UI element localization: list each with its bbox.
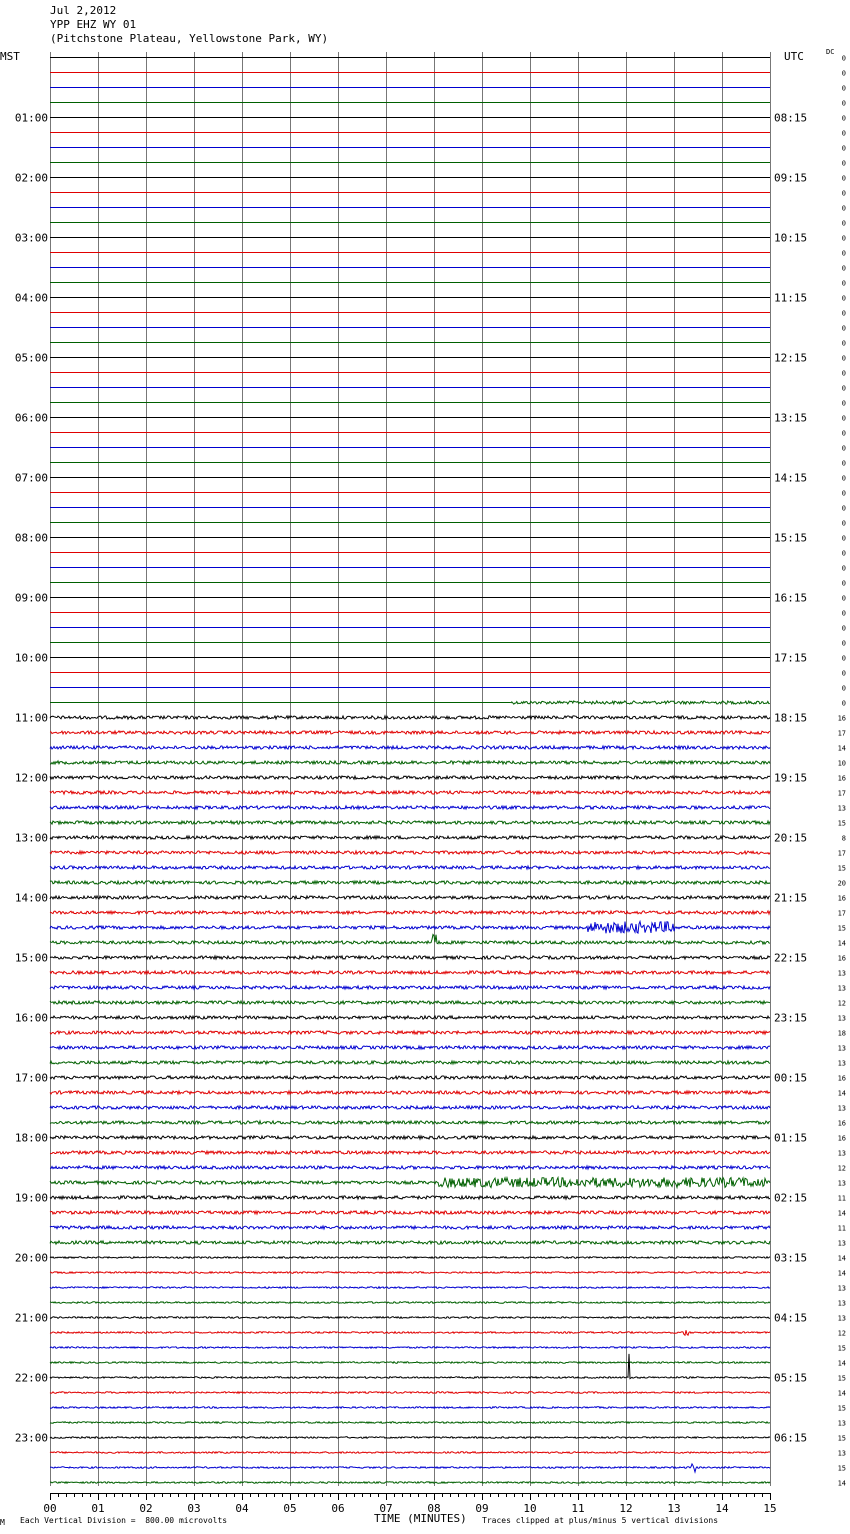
- trace-amplitude-label: 14: [837, 1359, 846, 1368]
- trace-amplitude-label: 16: [837, 894, 846, 903]
- trace-amplitude-label: 15: [837, 924, 846, 933]
- seismogram-trace: [50, 1151, 770, 1154]
- left-hour-label: 01:00: [14, 111, 48, 125]
- trace-amplitude-label: 13: [837, 804, 846, 813]
- seismogram-trace: [50, 851, 770, 854]
- right-hour-label: 03:15: [774, 1251, 808, 1265]
- seismogram-trace: [50, 1046, 770, 1049]
- trace-amplitude-label: 15: [837, 1404, 846, 1413]
- x-axis-title: TIME (MINUTES): [374, 1512, 467, 1525]
- seismogram-trace: [50, 866, 770, 869]
- seismogram-trace: [50, 1196, 770, 1199]
- trace-amplitude-label: 0: [841, 174, 846, 183]
- seismogram-trace: [50, 806, 770, 809]
- trace-amplitude-label: 14: [837, 1254, 846, 1263]
- left-hour-label: 17:00: [14, 1071, 48, 1085]
- trace-amplitude-label: 0: [841, 534, 846, 543]
- trace-amplitude-label: 0: [841, 279, 846, 288]
- left-hour-label: 21:00: [14, 1311, 48, 1325]
- footer-mark: M: [0, 1518, 5, 1527]
- trace-amplitude-label: 0: [841, 669, 846, 678]
- right-hour-label: 08:15: [774, 111, 808, 125]
- trace-amplitude-label: 0: [841, 234, 846, 243]
- seismogram-trace: [50, 956, 770, 959]
- seismogram-trace: [50, 1016, 770, 1019]
- left-hour-label: 09:00: [14, 591, 48, 605]
- trace-amplitude-label: 13: [837, 1149, 846, 1158]
- trace-amplitude-label: 15: [837, 864, 846, 873]
- trace-amplitude-label: 13: [837, 1299, 846, 1308]
- trace-amplitude-label: 16: [837, 954, 846, 963]
- trace-amplitude-label: 0: [841, 294, 846, 303]
- trace-amplitude-label: 0: [841, 84, 846, 93]
- trace-amplitude-label: 13: [837, 1059, 846, 1068]
- trace-amplitude-label: 14: [837, 1089, 846, 1098]
- right-hour-label: 23:15: [774, 1011, 808, 1025]
- seismogram-trace: [50, 896, 770, 899]
- trace-amplitude-label: 13: [837, 1104, 846, 1113]
- left-hour-label: 19:00: [14, 1191, 48, 1205]
- x-tick-label: 00: [43, 1502, 57, 1515]
- trace-amplitude-label: 0: [841, 429, 846, 438]
- trace-amplitude-label: 0: [841, 444, 846, 453]
- trace-amplitude-label: 17: [837, 849, 846, 858]
- x-tick-label: 03: [187, 1502, 201, 1515]
- trace-amplitude-label: 13: [837, 1419, 846, 1428]
- trace-amplitude-label: 0: [841, 204, 846, 213]
- right-hour-label: 16:15: [774, 591, 808, 605]
- trace-amplitude-label: 16: [837, 1119, 846, 1128]
- seismogram-trace: [50, 761, 770, 764]
- x-tick-label: 02: [139, 1502, 153, 1515]
- trace-amplitude-label: 0: [841, 324, 846, 333]
- seismogram-trace: [50, 1330, 770, 1335]
- right-hour-label: 14:15: [774, 471, 808, 485]
- left-hour-label: 16:00: [14, 1011, 48, 1025]
- seismogram-trace: [50, 836, 770, 839]
- record-date: Jul 2,2012: [50, 4, 117, 17]
- left-timezone-label: MST: [0, 50, 20, 63]
- trace-amplitude-label: 0: [841, 129, 846, 138]
- left-hour-label: 06:00: [14, 411, 48, 425]
- seismogram-trace: [50, 1211, 770, 1214]
- trace-amplitude-label: 0: [841, 219, 846, 228]
- seismogram-trace: [50, 1422, 770, 1424]
- right-hour-label: 02:15: [774, 1191, 808, 1205]
- trace-amplitude-label: 12: [837, 1329, 846, 1338]
- trace-amplitude-label: 0: [841, 69, 846, 78]
- trace-amplitude-label: 0: [841, 504, 846, 513]
- trace-amplitude-label: 10: [837, 759, 846, 768]
- x-tick-label: 06: [331, 1502, 345, 1515]
- seismogram-trace: [50, 922, 770, 934]
- trace-amplitude-label: 16: [837, 1074, 846, 1083]
- seismogram-trace: [50, 935, 770, 945]
- seismogram-trace: [50, 1166, 770, 1169]
- left-hour-label: 05:00: [14, 351, 48, 365]
- trace-amplitude-label: 0: [841, 339, 846, 348]
- clip-note: Traces clipped at plus/minus 5 vertical divisions: [482, 1516, 719, 1525]
- left-hour-label: 22:00: [14, 1371, 48, 1385]
- right-hour-label: 19:15: [774, 771, 808, 785]
- seismogram-trace: [50, 1452, 770, 1454]
- left-hour-label: 03:00: [14, 231, 48, 245]
- trace-amplitude-label: 13: [837, 1314, 846, 1323]
- seismogram-trace: [50, 1272, 770, 1274]
- trace-amplitude-label: 17: [837, 789, 846, 798]
- right-hour-label: 12:15: [774, 351, 808, 365]
- x-tick-label: 07: [379, 1502, 393, 1515]
- left-hour-label: 13:00: [14, 831, 48, 845]
- scale-note: Each Vertical Division = 800.00 microvolts: [20, 1516, 228, 1525]
- seismogram-trace: [50, 1362, 770, 1364]
- left-hour-label: 18:00: [14, 1131, 48, 1145]
- seismogram-trace: [50, 881, 770, 884]
- trace-amplitude-label: 0: [841, 684, 846, 693]
- right-hour-label: 11:15: [774, 291, 808, 305]
- seismogram-trace: [50, 1226, 770, 1229]
- right-hour-label: 18:15: [774, 711, 808, 725]
- seismogram-trace: [50, 1407, 770, 1409]
- trace-amplitude-label: 0: [841, 264, 846, 273]
- trace-amplitude-label: 13: [837, 984, 846, 993]
- x-tick-label: 08: [427, 1502, 441, 1515]
- x-tick-label: 15: [763, 1502, 777, 1515]
- trace-amplitude-label: 14: [837, 1209, 846, 1218]
- dc-label: DC: [826, 48, 835, 56]
- trace-amplitude-label: 14: [837, 1389, 846, 1398]
- seismogram-trace: [50, 1136, 770, 1139]
- left-hour-label: 11:00: [14, 711, 48, 725]
- station-location: (Pitchstone Plateau, Yellowstone Park, WY): [50, 32, 329, 45]
- trace-amplitude-label: 0: [841, 354, 846, 363]
- x-tick-label: 01: [91, 1502, 105, 1515]
- seismogram-trace: [50, 1464, 770, 1472]
- left-hour-label: 04:00: [14, 291, 48, 305]
- right-hour-label: 00:15: [774, 1071, 808, 1085]
- trace-amplitude-label: 15: [837, 1464, 846, 1473]
- trace-amplitude-label: 8: [841, 834, 846, 843]
- left-hour-label: 07:00: [14, 471, 48, 485]
- trace-amplitude-label: 0: [841, 639, 846, 648]
- trace-amplitude-label: 13: [837, 1044, 846, 1053]
- station-code: YPP EHZ WY 01: [50, 18, 137, 31]
- right-hour-label: 04:15: [774, 1311, 808, 1325]
- trace-amplitude-label: 13: [837, 1014, 846, 1023]
- seismogram-trace: [50, 746, 770, 749]
- x-tick-label: 11: [571, 1502, 585, 1515]
- seismogram-trace: [50, 821, 770, 824]
- seismogram-trace: [50, 1091, 770, 1094]
- seismogram-trace: [50, 1076, 770, 1079]
- right-hour-label: 13:15: [774, 411, 808, 425]
- trace-amplitude-label: 0: [841, 249, 846, 258]
- trace-amplitude-label: 17: [837, 909, 846, 918]
- seismogram-trace: [50, 971, 770, 974]
- x-tick-label: 05: [283, 1502, 297, 1515]
- trace-amplitude-label: 0: [841, 159, 846, 168]
- left-hour-label: 14:00: [14, 891, 48, 905]
- seismogram-trace: [50, 1317, 770, 1319]
- trace-amplitude-label: 0: [841, 309, 846, 318]
- right-hour-label: 05:15: [774, 1371, 808, 1385]
- trace-amplitude-label: 11: [837, 1194, 846, 1203]
- seismogram-trace: [50, 1347, 770, 1349]
- seismogram-trace: [50, 731, 770, 734]
- seismogram-trace: [50, 1241, 770, 1244]
- right-timezone-label: UTC: [784, 50, 804, 63]
- trace-amplitude-label: 0: [841, 114, 846, 123]
- x-tick-label: 13: [667, 1502, 681, 1515]
- trace-amplitude-label: 12: [837, 999, 846, 1008]
- seismogram-trace: [50, 1178, 770, 1188]
- trace-amplitude-label: 20: [837, 879, 846, 888]
- seismogram-trace: [50, 911, 770, 914]
- right-hour-label: 17:15: [774, 651, 808, 665]
- trace-amplitude-label: 0: [841, 699, 846, 708]
- trace-amplitude-label: 0: [841, 519, 846, 528]
- right-hour-label: 01:15: [774, 1131, 808, 1145]
- trace-amplitude-label: 0: [841, 564, 846, 573]
- seismogram-trace: [50, 716, 770, 719]
- left-hour-label: 10:00: [14, 651, 48, 665]
- trace-amplitude-label: 13: [837, 1179, 846, 1188]
- seismogram-trace: [50, 1354, 770, 1379]
- trace-amplitude-label: 0: [841, 459, 846, 468]
- seismogram-trace: [50, 1437, 770, 1439]
- trace-amplitude-label: 0: [841, 549, 846, 558]
- trace-amplitude-label: 0: [841, 624, 846, 633]
- seismogram-trace: [50, 1392, 770, 1394]
- seismogram-trace: [511, 701, 770, 704]
- right-hour-label: 09:15: [774, 171, 808, 185]
- seismogram-trace: [50, 1106, 770, 1109]
- trace-amplitude-label: 11: [837, 1224, 846, 1233]
- trace-amplitude-label: 13: [837, 1284, 846, 1293]
- left-hour-label: 20:00: [14, 1251, 48, 1265]
- trace-amplitude-label: 15: [837, 1374, 846, 1383]
- trace-amplitude-label: 0: [841, 189, 846, 198]
- seismogram-trace: [50, 1482, 770, 1484]
- trace-amplitude-label: 15: [837, 819, 846, 828]
- trace-amplitude-label: 0: [841, 144, 846, 153]
- x-tick-label: 14: [715, 1502, 729, 1515]
- trace-amplitude-label: 0: [841, 414, 846, 423]
- x-tick-label: 09: [475, 1502, 489, 1515]
- trace-amplitude-label: 14: [837, 1269, 846, 1278]
- trace-amplitude-label: 0: [841, 384, 846, 393]
- seismogram-trace: [50, 791, 770, 794]
- right-hour-label: 15:15: [774, 531, 808, 545]
- trace-amplitude-label: 14: [837, 939, 846, 948]
- seismogram-trace: [50, 1061, 770, 1064]
- left-hour-label: 08:00: [14, 531, 48, 545]
- trace-amplitude-label: 13: [837, 1239, 846, 1248]
- right-hour-label: 06:15: [774, 1431, 808, 1445]
- right-hour-label: 21:15: [774, 891, 808, 905]
- trace-amplitude-label: 15: [837, 1344, 846, 1353]
- seismogram-trace: [50, 1121, 770, 1124]
- trace-amplitude-label: 16: [837, 1134, 846, 1143]
- seismogram-trace: [50, 1001, 770, 1004]
- seismogram-trace: [50, 1302, 770, 1304]
- seismogram-trace: [50, 1257, 770, 1259]
- seismogram-trace: [50, 1031, 770, 1034]
- x-tick-label: 12: [619, 1502, 633, 1515]
- trace-amplitude-label: 0: [841, 399, 846, 408]
- right-hour-label: 10:15: [774, 231, 808, 245]
- trace-amplitude-label: 0: [841, 594, 846, 603]
- trace-amplitude-label: 0: [841, 609, 846, 618]
- left-hour-label: 02:00: [14, 171, 48, 185]
- trace-amplitude-label: 18: [837, 1029, 846, 1038]
- trace-amplitude-label: 0: [841, 579, 846, 588]
- trace-amplitude-label: 16: [837, 714, 846, 723]
- trace-amplitude-label: 0: [841, 654, 846, 663]
- x-tick-label: 10: [523, 1502, 537, 1515]
- trace-amplitude-label: 12: [837, 1164, 846, 1173]
- left-hour-label: 15:00: [14, 951, 48, 965]
- trace-amplitude-label: 0: [841, 474, 846, 483]
- left-hour-label: 12:00: [14, 771, 48, 785]
- trace-amplitude-label: 17: [837, 729, 846, 738]
- trace-amplitude-label: 0: [841, 489, 846, 498]
- trace-amplitude-label: 0: [841, 54, 846, 63]
- trace-amplitude-label: 0: [841, 369, 846, 378]
- seismogram-trace: [50, 986, 770, 989]
- seismogram-trace: [50, 1287, 770, 1289]
- trace-amplitude-label: 13: [837, 1449, 846, 1458]
- trace-amplitude-label: 16: [837, 774, 846, 783]
- seismogram-trace: [50, 776, 770, 779]
- x-tick-label: 04: [235, 1502, 249, 1515]
- left-hour-label: 23:00: [14, 1431, 48, 1445]
- trace-amplitude-label: 15: [837, 1434, 846, 1443]
- right-hour-label: 22:15: [774, 951, 808, 965]
- trace-amplitude-label: 13: [837, 969, 846, 978]
- trace-amplitude-label: 0: [841, 99, 846, 108]
- trace-amplitude-label: 14: [837, 744, 846, 753]
- trace-amplitude-label: 14: [837, 1479, 846, 1488]
- right-hour-label: 20:15: [774, 831, 808, 845]
